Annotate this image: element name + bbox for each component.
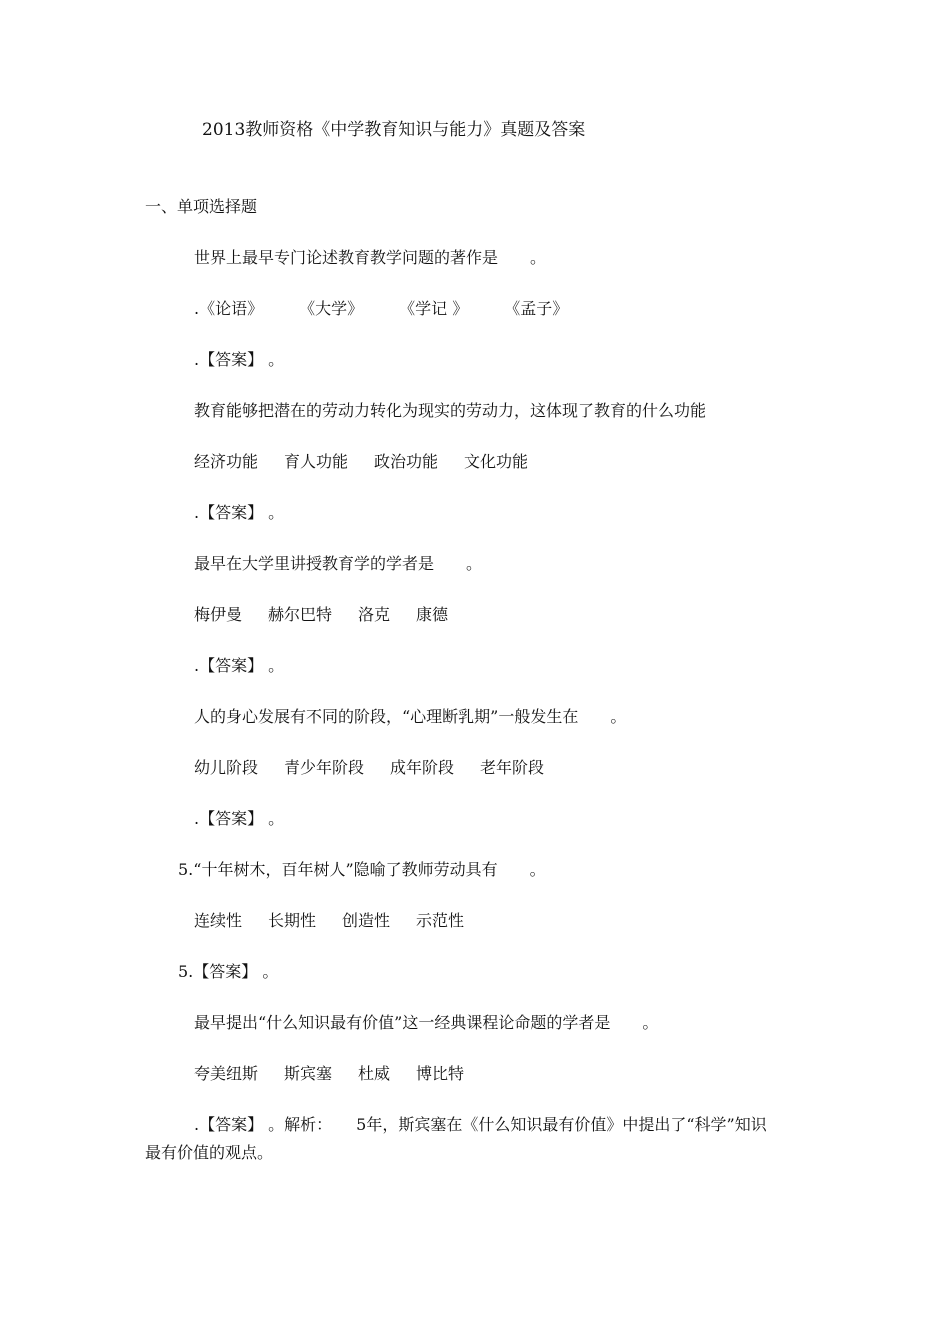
question-4-options (194, 758, 570, 778)
question-1-options (194, 299, 594, 319)
option: 赫尔巴特 (268, 605, 333, 624)
question-6-answer-continuation: 最有价值的观点。 (145, 1143, 274, 1162)
option: 经济功能 (194, 452, 259, 471)
option: 《大学》 (299, 299, 364, 318)
option: 育人功能 (284, 452, 349, 471)
option: 成年阶段 (390, 758, 455, 777)
question-3-options (194, 605, 474, 625)
option: 《学记 》 (399, 299, 469, 318)
option: 老年阶段 (480, 758, 545, 777)
section-heading: 一、单项选择题 (145, 197, 258, 216)
option: 连续性 (194, 911, 243, 930)
option: 杜威 (358, 1064, 391, 1083)
option: 政治功能 (374, 452, 439, 471)
question-1-stem: 世界上最早专门论述教育教学问题的著作是 。 (194, 248, 547, 267)
question-5-options (194, 911, 490, 931)
question-5-stem: 5.“十年树木，百年树人”隐喻了教师劳动具有 。 (178, 860, 546, 879)
question-2-answer: .【答案】 。 (194, 503, 285, 522)
option: 梅伊曼 (194, 605, 243, 624)
option: 《孟子》 (504, 299, 569, 318)
question-3-answer: .【答案】 。 (194, 656, 285, 675)
option: 文化功能 (464, 452, 529, 471)
option: 幼儿阶段 (194, 758, 259, 777)
question-1-answer: .【答案】 。 (194, 350, 285, 369)
option: .《论语》 (194, 299, 264, 318)
option: 创造性 (342, 911, 391, 930)
question-2-options (194, 452, 554, 472)
question-5-answer: 5.【答案】 。 (178, 962, 279, 981)
document-title: 2013教师资格《中学教育知识与能力》真题及答案 (202, 120, 586, 140)
option: 长期性 (268, 911, 317, 930)
question-6-answer: .【答案】 。解析： 5年，斯宾塞在《什么知识最有价值》中提出了“科学”知识 (194, 1115, 767, 1134)
option: 斯宾塞 (284, 1064, 333, 1083)
question-3-stem: 最早在大学里讲授教育学的学者是 。 (194, 554, 483, 573)
question-6-stem: 最早提出“什么知识最有价值”这一经典课程论命题的学者是 。 (194, 1013, 659, 1032)
option: 示范性 (416, 911, 465, 930)
option: 洛克 (358, 605, 391, 624)
option: 博比特 (416, 1064, 465, 1083)
question-6-options (194, 1064, 490, 1084)
option: 康德 (416, 605, 449, 624)
option: 夸美纽斯 (194, 1064, 259, 1083)
question-4-stem: 人的身心发展有不同的阶段，“心理断乳期”一般发生在 。 (194, 707, 627, 726)
option: 青少年阶段 (284, 758, 365, 777)
question-2-stem: 教育能够把潜在的劳动力转化为现实的劳动力，这体现了教育的什么功能 (194, 401, 707, 420)
question-4-answer: .【答案】 。 (194, 809, 285, 828)
